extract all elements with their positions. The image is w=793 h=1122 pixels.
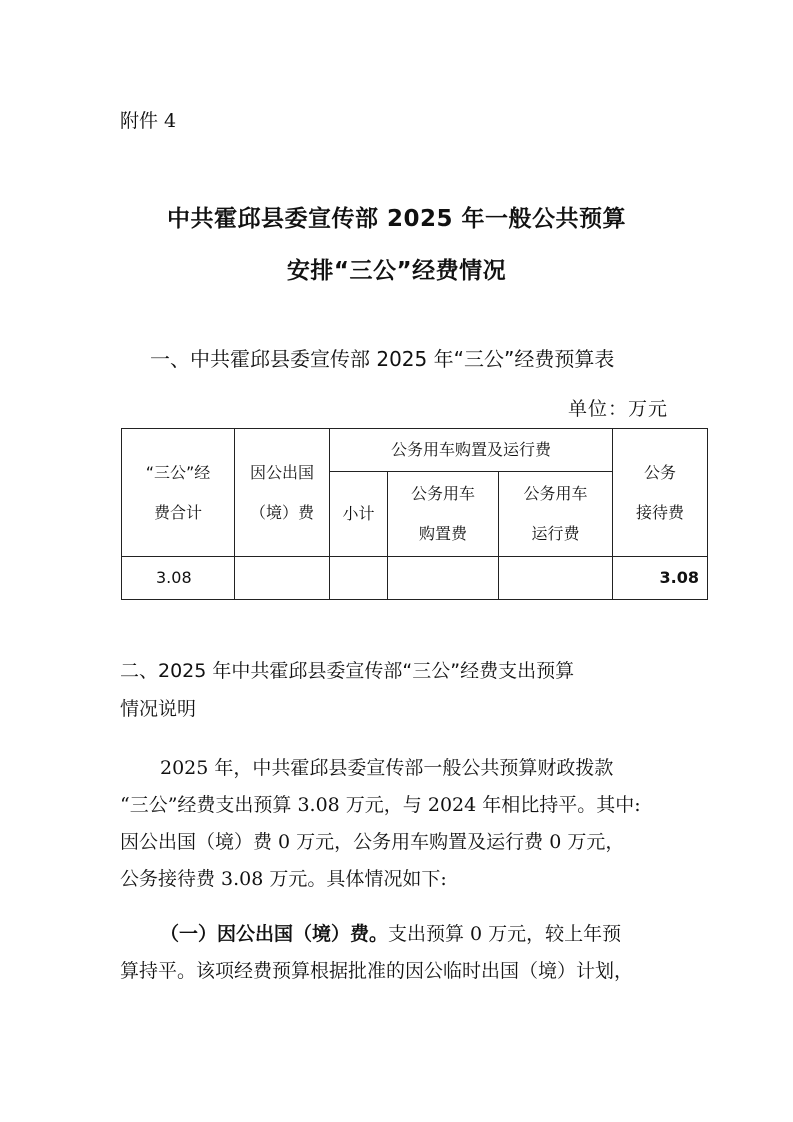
- paragraph-2-line-1-rest: 支出预算 0 万元，较上年预: [388, 923, 622, 945]
- section-2-heading-line-1: 二、2025 年中共霍邱县委宣传部“三公”经费支出预算: [120, 660, 575, 682]
- attachment-label: 附件 4: [120, 110, 177, 132]
- paragraph-2-line-2: 算持平。该项经费预算根据批准的因公临时出国（境）计划，: [120, 960, 634, 982]
- header-total-line-1: “三公”经: [145, 462, 211, 482]
- paragraph-1: [120, 750, 680, 898]
- paragraph-1-line-4: 公务接待费 3.08 万元。具体情况如下:: [120, 868, 447, 890]
- paragraph-1-line-3: 因公出国（境）费 0 万元，公务用车购置及运行费 0 万元，: [120, 831, 625, 853]
- cell-vehicle-operation: [499, 557, 613, 600]
- header-abroad-line-1: 因公出国: [249, 462, 314, 482]
- header-vehicle-operation: [499, 472, 613, 557]
- paragraph-1-line-2: “三公”经费支出预算 3.08 万元，与 2024 年相比持平。其中:: [120, 794, 641, 816]
- section-1-heading: 一、中共霍邱县委宣传部 2025 年“三公”经费预算表: [150, 347, 615, 371]
- paragraph-2-bold-lead: （一）因公出国（境）费。: [160, 923, 389, 945]
- header-abroad: [235, 429, 330, 557]
- header-abroad-line-2: （境）费: [249, 502, 314, 522]
- table-header-row-1: [122, 429, 708, 472]
- section-2-heading-line-2: 情况说明: [120, 698, 197, 720]
- header-total-line-2: 费合计: [153, 502, 202, 522]
- table-row: [122, 557, 708, 600]
- page-title-line-2: 安排“三公”经费情况: [286, 258, 507, 284]
- header-vehicle-purchase: [388, 472, 499, 557]
- cell-vehicle-purchase: [388, 557, 499, 600]
- header-total: [122, 429, 235, 557]
- header-operation-line-2: 运行费: [531, 524, 580, 543]
- header-vehicle-group: 公务用车购置及运行费: [330, 429, 613, 472]
- unit-label: 单位：万元: [568, 398, 669, 420]
- paragraph-2: [120, 916, 680, 990]
- header-reception-line-2: 接待费: [635, 502, 684, 522]
- cell-reception: 3.08: [613, 557, 708, 600]
- cell-subtotal: [330, 557, 388, 600]
- header-purchase-line-1: 公务用车: [410, 484, 475, 503]
- header-purchase-line-2: 购置费: [418, 524, 467, 543]
- header-operation-line-1: 公务用车: [523, 484, 588, 503]
- header-reception-line-1: 公务: [643, 462, 676, 482]
- section-2-heading: [120, 652, 680, 728]
- budget-table: [121, 428, 708, 600]
- cell-abroad: [235, 557, 330, 600]
- page-title-line-1: 中共霍邱县委宣传部 2025 年一般公共预算: [166, 206, 627, 232]
- header-subtotal: 小计: [330, 472, 388, 557]
- paragraph-2-line-1: [120, 916, 680, 953]
- cell-total: 3.08: [122, 557, 235, 600]
- paragraph-1-line-1: 2025 年，中共霍邱县委宣传部一般公共预算财政拨款: [160, 757, 614, 779]
- header-reception: [613, 429, 708, 557]
